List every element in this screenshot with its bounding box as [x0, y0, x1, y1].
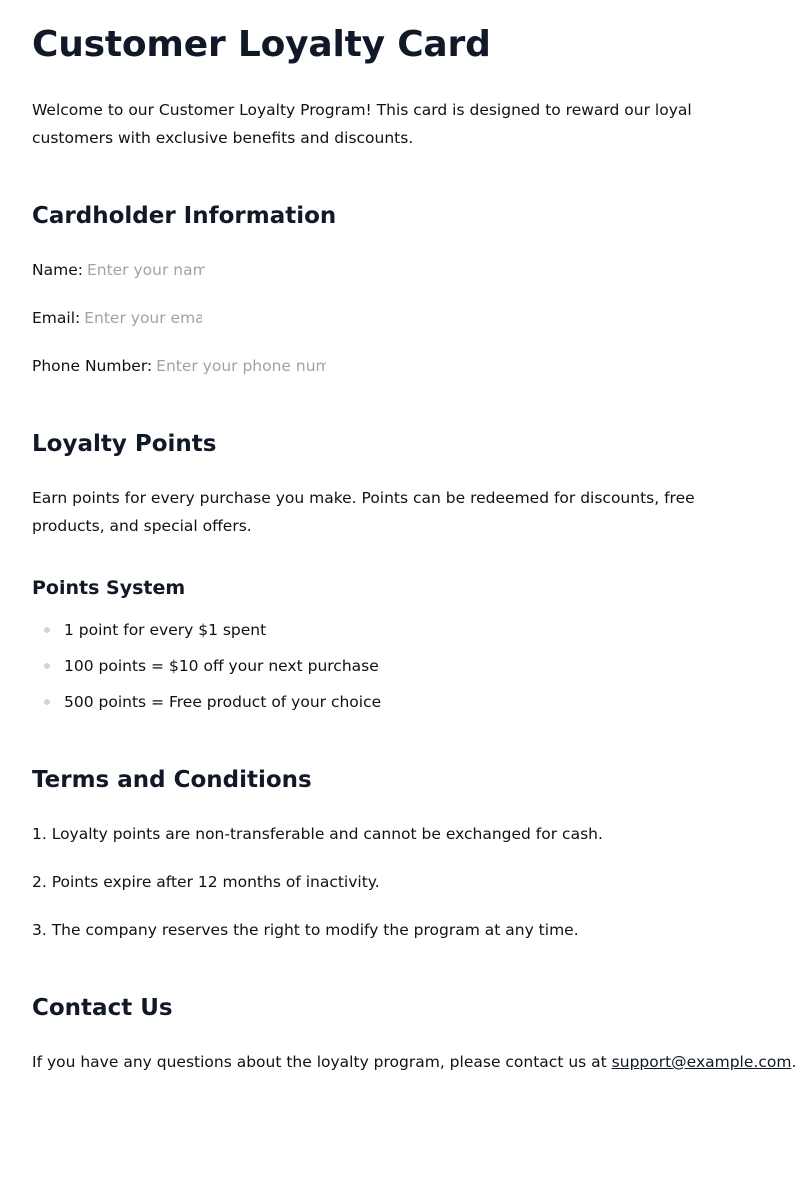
contact-text-before: If you have any questions about the loyalty program, please contact us at — [32, 1053, 612, 1071]
phone-label: Phone Number: — [32, 357, 153, 375]
email-input[interactable] — [84, 306, 202, 330]
terms-item: 3. The company reserves the right to modify the program at any time. — [32, 921, 579, 939]
email-label: Email: — [32, 309, 81, 327]
points-rule-text: 1 point for every $1 spent — [64, 621, 267, 639]
list-item — [32, 654, 379, 678]
intro-text: Welcome to our Customer Loyalty Program! This card is designed to reward our loyal customers with exclusive benefits and discounts. — [32, 101, 692, 147]
contact-text-after: . — [791, 1053, 797, 1071]
terms-item: 2. Points expire after 12 months of inactivity. — [32, 873, 380, 891]
bullet-icon — [44, 663, 50, 669]
bullet-icon — [44, 699, 50, 705]
contact-heading: Contact Us — [32, 995, 173, 1021]
terms-heading: Terms and Conditions — [32, 767, 312, 793]
support-email-link[interactable]: support@example.com — [611, 1053, 792, 1071]
loyalty-points-heading: Loyalty Points — [32, 431, 217, 457]
loyalty-points-description: Earn points for every purchase you make. Points can be redeemed for discounts, free products, and special offers. — [32, 489, 695, 535]
list-item — [32, 618, 266, 642]
points-rule-text: 100 points = $10 off your next purchase — [64, 657, 379, 675]
bullet-icon — [44, 627, 50, 633]
points-system-heading: Points System — [32, 577, 186, 599]
name-field-row — [32, 258, 205, 282]
phone-input[interactable] — [156, 354, 326, 378]
name-input[interactable] — [87, 258, 205, 282]
terms-item: 1. Loyalty points are non-transferable and cannot be exchanged for cash. — [32, 825, 603, 843]
name-label: Name: — [32, 261, 83, 279]
email-field-row — [32, 306, 202, 330]
list-item — [32, 690, 381, 714]
contact-text — [32, 1050, 796, 1074]
points-rule-text: 500 points = Free product of your choice — [64, 693, 382, 711]
page-title: Customer Loyalty Card — [32, 24, 491, 65]
phone-field-row — [32, 354, 326, 378]
cardholder-heading: Cardholder Information — [32, 203, 337, 229]
